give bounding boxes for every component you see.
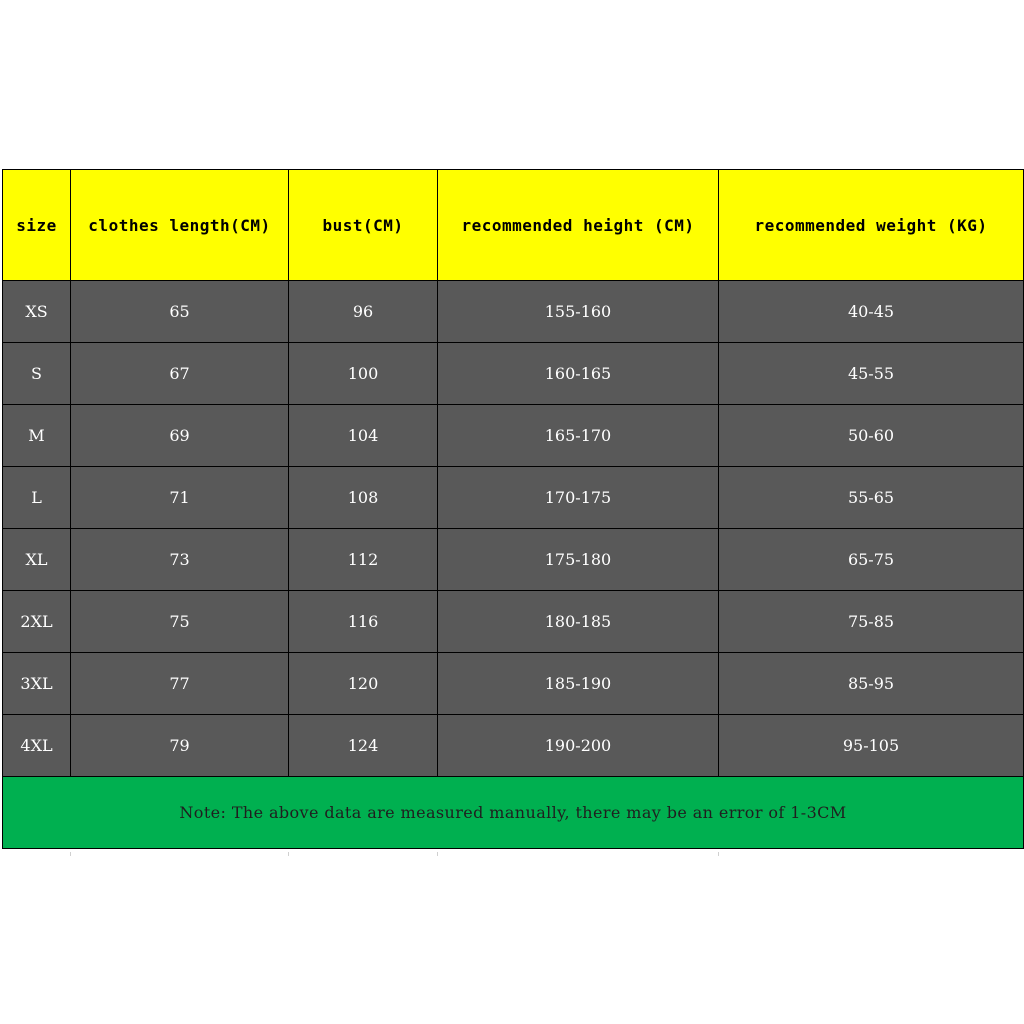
cell-clothes-length: 75 bbox=[71, 591, 289, 653]
table-row bbox=[3, 591, 1024, 653]
cell-size: 2XL bbox=[3, 591, 71, 653]
cell-recommended-height: 180-185 bbox=[438, 591, 719, 653]
cell-recommended-height: 155-160 bbox=[438, 281, 719, 343]
cell-size: 4XL bbox=[3, 715, 71, 777]
cell-recommended-height: 170-175 bbox=[438, 467, 719, 529]
cell-recommended-weight: 40-45 bbox=[719, 281, 1024, 343]
cell-clothes-length: 77 bbox=[71, 653, 289, 715]
table-row bbox=[3, 467, 1024, 529]
gridline-tick bbox=[288, 852, 289, 856]
gridline-ticks bbox=[2, 852, 1023, 856]
cell-clothes-length: 69 bbox=[71, 405, 289, 467]
gridline-tick bbox=[718, 852, 719, 856]
table-row bbox=[3, 405, 1024, 467]
cell-bust: 124 bbox=[289, 715, 438, 777]
cell-bust: 108 bbox=[289, 467, 438, 529]
cell-recommended-weight: 50-60 bbox=[719, 405, 1024, 467]
cell-clothes-length: 65 bbox=[71, 281, 289, 343]
table-row bbox=[3, 343, 1024, 405]
cell-recommended-height: 160-165 bbox=[438, 343, 719, 405]
cell-recommended-height: 185-190 bbox=[438, 653, 719, 715]
cell-recommended-height: 175-180 bbox=[438, 529, 719, 591]
cell-bust: 104 bbox=[289, 405, 438, 467]
cell-clothes-length: 73 bbox=[71, 529, 289, 591]
cell-size: XS bbox=[3, 281, 71, 343]
cell-recommended-weight: 95-105 bbox=[719, 715, 1024, 777]
cell-recommended-height: 165-170 bbox=[438, 405, 719, 467]
header-row bbox=[3, 170, 1024, 281]
table-row bbox=[3, 281, 1024, 343]
cell-size: L bbox=[3, 467, 71, 529]
table-row bbox=[3, 529, 1024, 591]
header-size: size bbox=[3, 170, 71, 281]
cell-bust: 96 bbox=[289, 281, 438, 343]
cell-bust: 120 bbox=[289, 653, 438, 715]
cell-bust: 112 bbox=[289, 529, 438, 591]
cell-recommended-weight: 75-85 bbox=[719, 591, 1024, 653]
cell-recommended-height: 190-200 bbox=[438, 715, 719, 777]
header-recommended-height: recommended height (CM) bbox=[438, 170, 719, 281]
cell-clothes-length: 79 bbox=[71, 715, 289, 777]
cell-size: 3XL bbox=[3, 653, 71, 715]
measurement-note: Note: The above data are measured manually, there may be an error of 1-3CM bbox=[3, 777, 1024, 849]
cell-recommended-weight: 45-55 bbox=[719, 343, 1024, 405]
cell-recommended-weight: 55-65 bbox=[719, 467, 1024, 529]
header-bust: bust(CM) bbox=[289, 170, 438, 281]
cell-clothes-length: 71 bbox=[71, 467, 289, 529]
cell-size: XL bbox=[3, 529, 71, 591]
cell-clothes-length: 67 bbox=[71, 343, 289, 405]
size-chart-table bbox=[2, 169, 1024, 849]
table-row bbox=[3, 715, 1024, 777]
cell-size: M bbox=[3, 405, 71, 467]
cell-recommended-weight: 85-95 bbox=[719, 653, 1024, 715]
header-clothes-length: clothes length(CM) bbox=[71, 170, 289, 281]
gridline-tick bbox=[70, 852, 71, 856]
gridline-tick bbox=[437, 852, 438, 856]
cell-recommended-weight: 65-75 bbox=[719, 529, 1024, 591]
cell-size: S bbox=[3, 343, 71, 405]
table-row bbox=[3, 653, 1024, 715]
note-row bbox=[3, 777, 1024, 849]
cell-bust: 100 bbox=[289, 343, 438, 405]
header-recommended-weight: recommended weight (KG) bbox=[719, 170, 1024, 281]
cell-bust: 116 bbox=[289, 591, 438, 653]
